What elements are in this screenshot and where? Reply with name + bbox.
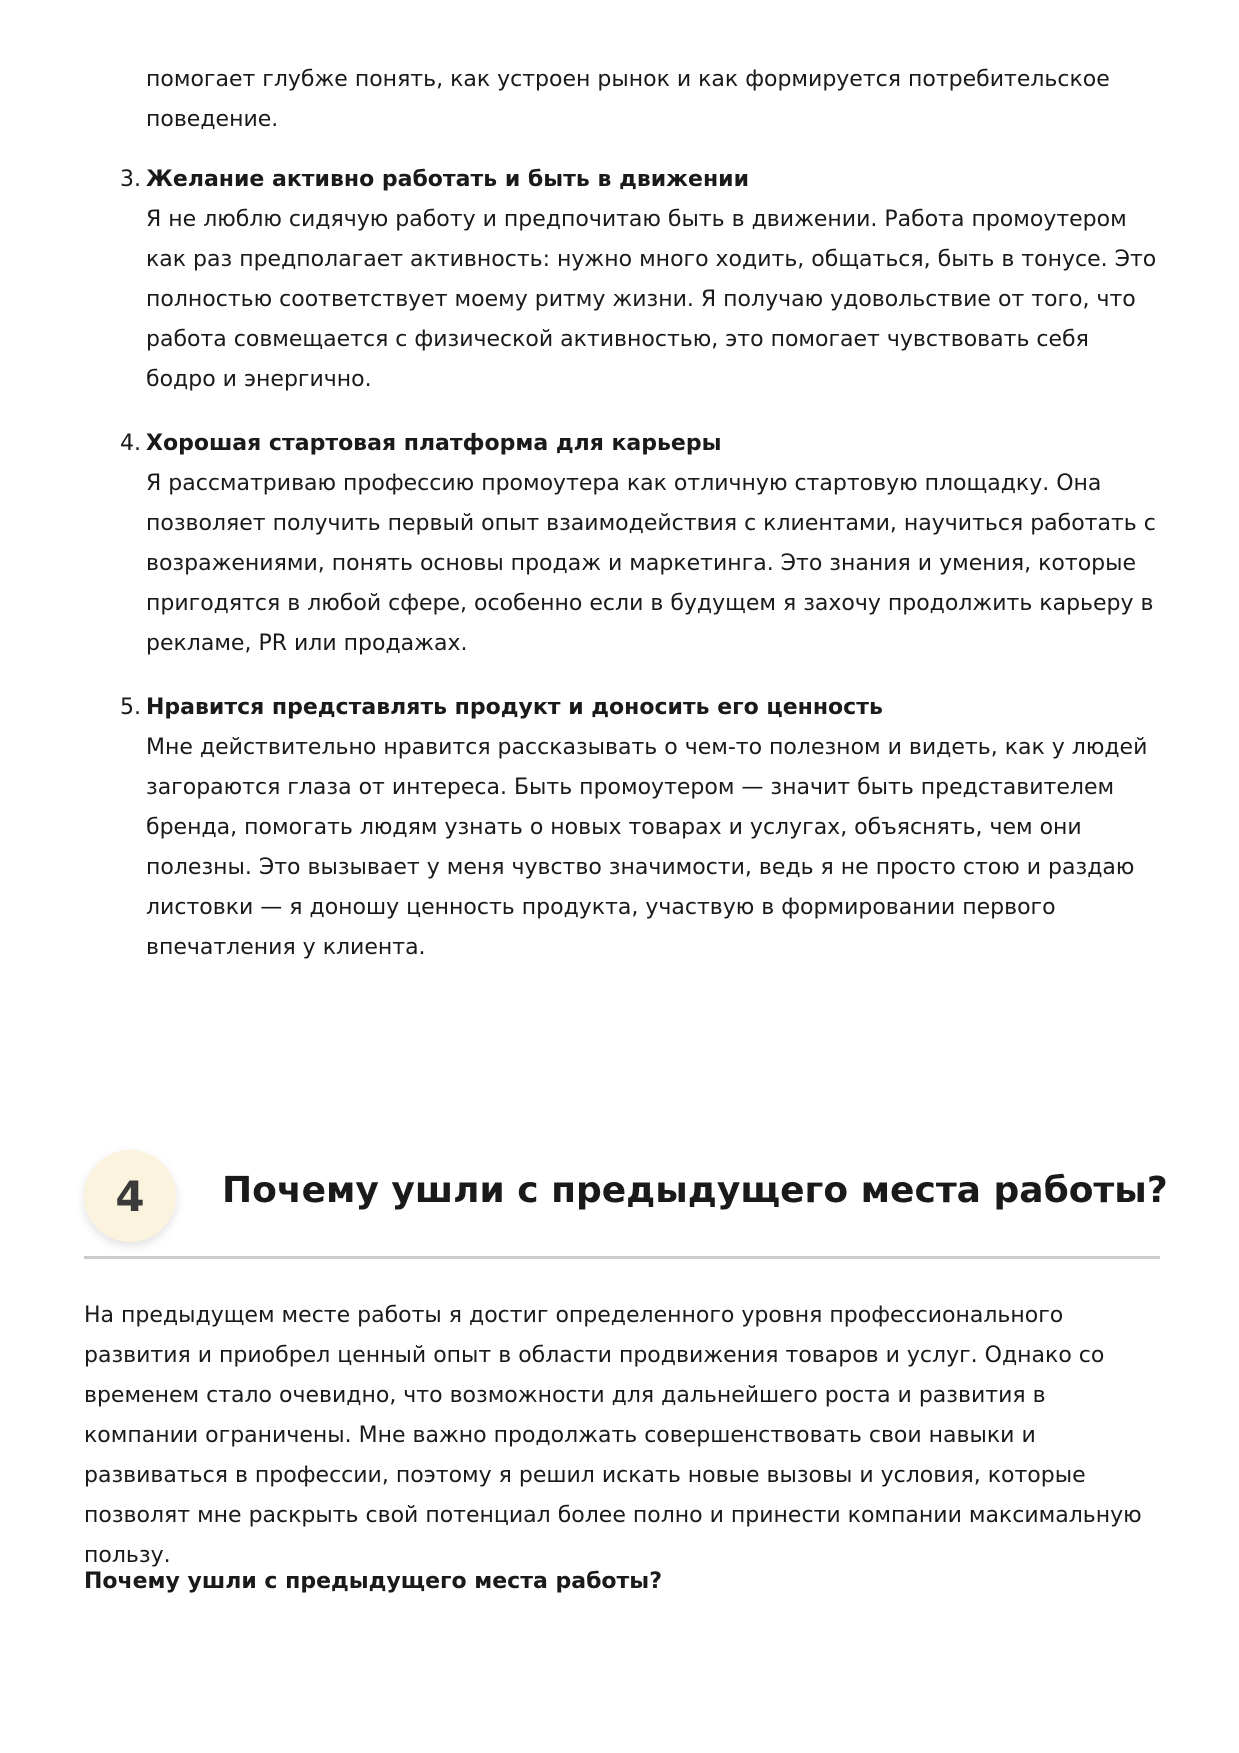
list-item-number: 4. [120, 431, 141, 456]
section-title: Почему ушли с предыдущего места работы? [222, 1170, 1168, 1211]
list-item-body: Я не люблю сидячую работу и предпочитаю быть в движении. Работа промоутером как раз предполагает активность: нужно много ходить, общаться, быть в тонусе. Это полностью соответствует моему ритму жизни. Я получаю удовольствие от того, что работа совмещается с физической активностью, это помогает чувствовать себя бодро и энергично. [146, 207, 1157, 392]
section-answer-text: На предыдущем месте работы я достиг определенного уровня профессионального развития и приобрел ценный опыт в области продвижения товаров и услуг. Однако со временем стало очевидно, что возможности для дальнейшего роста и развития в компании ограничены. Мне важно продолжать совершенствовать свои навыки и развиваться в профессии, поэтому я решил искать новые вызовы и условия, которые позволят мне раскрыть свой потенциал более полно и принести компании максимальную пользу. [84, 1303, 1142, 1568]
list-item-title: Хорошая стартовая платформа для карьеры [146, 431, 722, 456]
section-number-badge: 4 [84, 1150, 176, 1242]
list-item-title: Желание активно работать и быть в движении [146, 167, 750, 192]
list-item-3 [120, 160, 1160, 400]
list-item-title: Нравится представлять продукт и доносить его ценность [146, 695, 883, 720]
list-item-number: 5. [120, 695, 141, 720]
list-continuation-text: помогает глубже понять, как устроен рынок и как формируется потребительское поведение. [146, 67, 1110, 132]
sub-question-heading: Почему ушли с предыдущего места работы? [84, 1569, 662, 1594]
list-item-body: Мне действительно нравится рассказывать о чем-то полезном и видеть, как у людей загораются глаза от интереса. Быть промоутером — значит быть представителем бренда, помогать людям узнать о новых товарах и услугах, объяснять, чем они полезны. Это вызывает у меня чувство значимости, ведь я не просто стою и раздаю листовки — я доношу ценность продукта, участвую в формировании первого впечатления у клиента. [146, 735, 1148, 960]
section-divider [84, 1256, 1160, 1259]
list-item-4 [120, 424, 1160, 664]
list-item-5 [120, 688, 1160, 968]
section-header [84, 1150, 1168, 1260]
list-item-number: 3. [120, 167, 141, 192]
list-item-body: Я рассматриваю профессию промоутера как отличную стартовую площадку. Она позволяет получить первый опыт взаимодействия с клиентами, научиться работать с возражениями, понять основы продаж и маркетинга. Это знания и умения, которые пригодятся в любой сфере, особенно если в будущем я захочу продолжить карьеру в рекламе, PR или продажах. [146, 471, 1156, 656]
